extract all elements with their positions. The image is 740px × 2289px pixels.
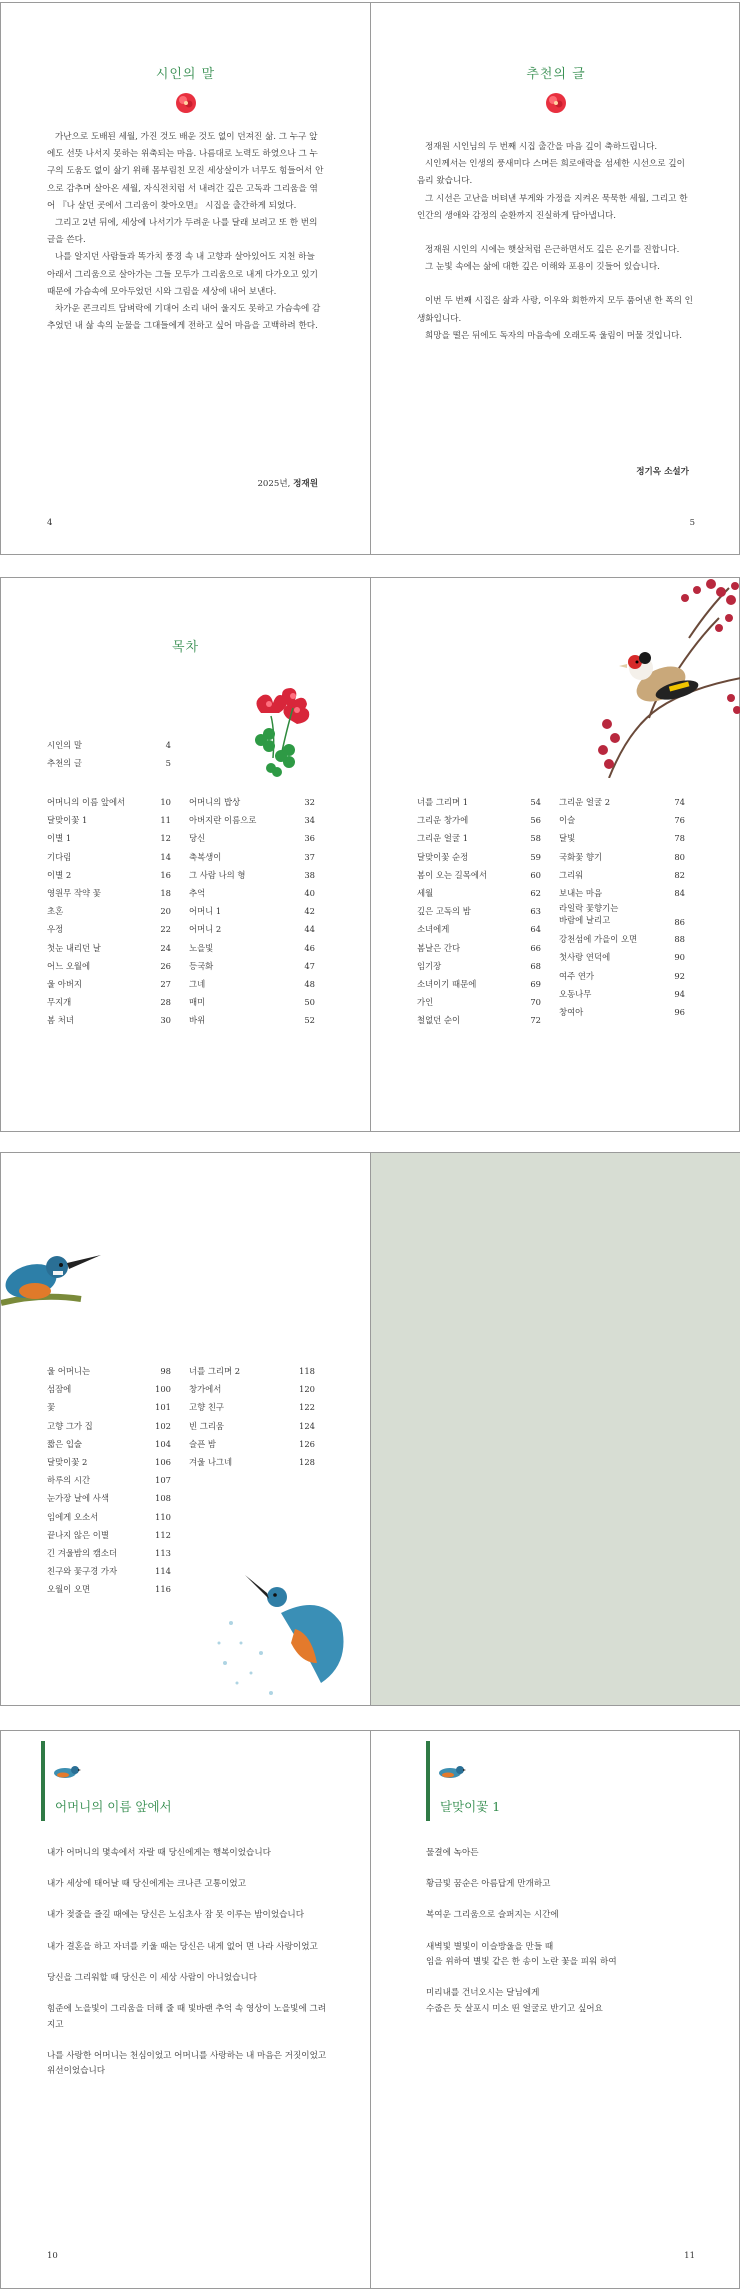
toc-entry-title: 당신: [189, 833, 206, 844]
toc-entry-page: 98: [160, 1366, 171, 1376]
toc-entry-title: 추천의 글: [47, 758, 83, 769]
toc-entry[interactable]: [47, 939, 171, 957]
toc-entry-title: 임에게 오소서: [47, 1511, 99, 1522]
toc-entry[interactable]: [189, 793, 315, 811]
toc-entry-title: 라일락 꽃향기는 바람에 날리고: [559, 903, 619, 926]
toc-entry[interactable]: [417, 866, 541, 884]
page-number: 10: [47, 2251, 58, 2261]
toc-entry-page: 47: [304, 960, 315, 971]
toc-entry-page: 48: [304, 978, 315, 989]
signature: [257, 477, 318, 489]
accent-bar: [41, 1741, 45, 1821]
toc-entry[interactable]: [417, 848, 541, 866]
toc-entry[interactable]: [189, 866, 315, 884]
toc-entry-page: 56: [530, 815, 541, 826]
recommendation-paragraph: 이번 두 번째 시집은 삶과 사랑, 이우와 회한까지 모두 품어낸 한 폭의 인생화입니다.: [417, 296, 693, 324]
toc-entry[interactable]: [189, 884, 315, 902]
toc-entry-title: 어머니 1: [189, 906, 222, 917]
toc-entry[interactable]: [189, 920, 315, 938]
poem-stanza: 새벽빛 별빛이 이슬방울을 만들 때 임을 위하여 별빛 같은 한 송이 노란 꽃을 피워 하여: [426, 1941, 617, 1968]
toc-entry-page: 124: [299, 1420, 315, 1431]
toc-entry[interactable]: [417, 1011, 541, 1029]
toc-entry-page: 82: [674, 869, 685, 880]
toc-entry[interactable]: [47, 829, 171, 847]
recommendation-body: [417, 139, 695, 345]
toc-entry-title: 겨울 나그네: [189, 1456, 233, 1467]
poem-stanza: 미리내를 건너오시는 달님에게 수줍은 듯 살포시 미소 띤 얼굴로 반기고 싶어요: [426, 1988, 603, 2014]
toc-entry-page: 63: [530, 906, 541, 917]
toc-entry-page: 22: [160, 924, 171, 935]
toc-entry[interactable]: [189, 1011, 315, 1029]
toc-entry[interactable]: [47, 1489, 171, 1507]
toc-entry[interactable]: [559, 866, 685, 884]
toc-entry-title: 무지개: [47, 997, 72, 1008]
toc-entry-title: 고향 그가 집: [47, 1420, 93, 1431]
toc-entry[interactable]: [47, 993, 171, 1011]
toc-entry-page: 120: [299, 1384, 315, 1395]
kingfisher-perched-illustration: [1, 1233, 111, 1323]
spread-contents-1: [0, 577, 740, 1132]
toc-entry-page: 38: [304, 869, 315, 880]
toc-entry-page: 72: [530, 1015, 541, 1026]
recommendation-paragraph: 희망을 떨은 뒤에도 독자의 마음속에 오래도록 울림이 머물 것입니다.: [425, 330, 683, 341]
toc-entry[interactable]: [417, 993, 541, 1011]
toc-entry-page: 88: [674, 934, 685, 945]
toc-entry[interactable]: [559, 884, 685, 902]
preface-body: [47, 129, 325, 335]
toc-entry-title: 달빛: [559, 833, 576, 844]
toc-entry[interactable]: [189, 811, 315, 829]
page-title: 추천의 글: [526, 67, 586, 82]
toc-entry-title: 하루의 시간: [47, 1475, 91, 1486]
poem-title: 어머니의 이름 앞에서: [55, 1799, 172, 1814]
toc-entry[interactable]: [559, 811, 685, 829]
toc-entry-page: 74: [674, 797, 685, 807]
toc-entry-page: 16: [160, 869, 171, 880]
toc-entry-page: 60: [530, 869, 541, 880]
kingfisher-diving-illustration: [211, 1553, 361, 1703]
poem-stanza: 힘준에 노을빛이 그리움을 더해 줄 때 빛바랜 추억 속 영상이 노을빛에 그려지고: [47, 2003, 327, 2030]
toc-entry[interactable]: [47, 1417, 171, 1435]
toc-entry-title: 그리운 얼굴 1: [417, 833, 469, 844]
page-number: 5: [689, 518, 695, 528]
toc-entry-page: 76: [674, 815, 685, 826]
toc-entry[interactable]: [559, 967, 685, 985]
toc-entry-title: 철없던 순이: [417, 1015, 461, 1026]
page-title: 시인의 말: [155, 67, 216, 82]
toc-entry-page: 14: [160, 851, 171, 862]
toc-entry[interactable]: [47, 920, 171, 938]
toc-entry[interactable]: [559, 985, 685, 1003]
toc-entry[interactable]: [417, 939, 541, 957]
toc-entry-page: 114: [155, 1566, 171, 1577]
toc-entry-title: 슬픈 밤: [189, 1438, 216, 1449]
toc-entry-page: 40: [304, 887, 315, 898]
toc-entry-title: 첫사랑 연덕에: [559, 952, 611, 963]
recommendation-paragraph: 정재원 시인님의 두 번째 시집 출간을 마음 깊이 축하드립니다.: [425, 142, 658, 152]
toc-entry-title: 봄날은 간다: [417, 942, 461, 953]
toc-entry-page: 26: [160, 960, 171, 971]
flower-ornament-icon: [544, 91, 568, 115]
toc-entry[interactable]: [189, 1417, 315, 1435]
toc-entry-page: 68: [530, 960, 541, 971]
page-blank-panel: [371, 1153, 740, 1705]
toc-entry-page: 5: [165, 758, 171, 769]
toc-entry-title: 눈가장 날에 사색: [47, 1493, 109, 1504]
toc-entry[interactable]: [417, 793, 541, 811]
toc-entry-page: 108: [155, 1493, 171, 1504]
toc-entry[interactable]: [189, 848, 315, 866]
toc-entry-page: 24: [160, 942, 171, 953]
toc-entry-title: 봄이 오는 길목에서: [417, 869, 488, 880]
page-poet-words: [1, 3, 371, 554]
toc-entry-page: 110: [155, 1511, 171, 1522]
toc-entry[interactable]: [47, 866, 171, 884]
toc-entry-page: 46: [304, 942, 315, 953]
toc-entry-title: 임기장: [417, 960, 442, 971]
page-contents-cont: [1, 1153, 371, 1705]
toc-entry-page: 78: [674, 833, 685, 844]
toc-entry-title: 어머니의 이름 앞에서: [47, 797, 126, 807]
toc-entry[interactable]: [47, 736, 171, 754]
toc-entry-page: 122: [299, 1402, 315, 1413]
page-poem-mother: [1, 1731, 371, 2288]
poem-stanza: 황금빛 꿈순은 아름답게 만개하고: [426, 1879, 551, 1890]
toc-entry-page: 52: [304, 1015, 315, 1026]
toc-entry-title: 깊은 고독의 밤: [417, 906, 471, 917]
page-number: 4: [47, 518, 53, 528]
toc-entry-title: 울 아버지: [47, 978, 83, 989]
toc-entry[interactable]: [47, 1011, 171, 1029]
toc-entry-title: 추억: [189, 887, 206, 898]
toc-entry[interactable]: [189, 1435, 315, 1453]
toc-entry[interactable]: [47, 1544, 171, 1562]
toc-entry-page: 104: [155, 1438, 171, 1449]
toc-entry-title: 매미: [189, 997, 206, 1008]
toc-entry-title: 달맞이꽃 1: [47, 815, 88, 826]
poem-stanza: 내가 젖줄을 즐길 때에는 당신은 노심초사 잠 못 이루는 밤이었습니다: [47, 1910, 305, 1921]
toc-entry-title: 첫눈 내리던 날: [47, 942, 101, 953]
toc-entry-title: 봄 처녀: [47, 1015, 74, 1026]
contents-list-part4: [559, 793, 685, 1021]
toc-entry-page: 102: [155, 1420, 171, 1431]
toc-entry-page: 59: [530, 851, 541, 862]
toc-entry[interactable]: [189, 939, 315, 957]
poem-stanza: 내가 결혼을 하고 자녀를 키울 때는 당신은 내게 없어 면 나라 사랑이었고: [47, 1941, 318, 1952]
toc-entry-title: 소녀에게: [417, 924, 450, 935]
toc-entry[interactable]: [189, 1380, 315, 1398]
toc-entry-page: 69: [530, 978, 541, 989]
toc-entry-title: 달맞이꽃 2: [47, 1456, 88, 1467]
toc-entry-page: 64: [530, 924, 541, 935]
toc-entry[interactable]: [559, 902, 685, 930]
toc-entry[interactable]: [559, 829, 685, 847]
toc-entry[interactable]: [189, 1453, 315, 1471]
toc-entry[interactable]: [417, 884, 541, 902]
toc-entry[interactable]: [47, 902, 171, 920]
toc-entry-title: 친구와 꽃구경 가자: [47, 1566, 118, 1577]
toc-entry-page: 116: [155, 1584, 171, 1595]
toc-entry-page: 36: [304, 833, 315, 844]
toc-entry[interactable]: [47, 1471, 171, 1489]
preface-paragraph: 그리고 2년 뒤에, 세상에 나서기가 두려운 나를 달래 보려고 또 한 번의 글을 쓴다.: [47, 218, 318, 246]
toc-entry[interactable]: [189, 829, 315, 847]
recommendation-paragraph: 그 눈빛 속에는 삶에 대한 깊은 이해와 포용이 깃들어 있습니다.: [425, 262, 660, 273]
toc-entry[interactable]: [47, 1380, 171, 1398]
toc-entry-title: 짧은 입술: [47, 1438, 83, 1449]
recommendation-paragraph: 정재원 시인의 시에는 햇살처럼 은근하면서도 깊은 온기를 진합니다.: [425, 245, 680, 256]
toc-entry-title: 가인: [417, 997, 434, 1008]
toc-entry-title: 축복생이: [189, 851, 222, 862]
toc-entry[interactable]: [417, 975, 541, 993]
toc-entry-page: 20: [160, 906, 171, 917]
toc-entry-title: 섬잠에: [47, 1384, 72, 1395]
toc-entry-title: 그네: [189, 978, 206, 989]
page-contents-left: [1, 578, 371, 1131]
toc-entry-page: 37: [304, 851, 315, 862]
toc-entry-title: 아버지란 이름으로: [189, 815, 257, 826]
toc-entry[interactable]: [47, 957, 171, 975]
toc-entry-title: 세월: [417, 887, 434, 898]
signature: 정기옥 소설가: [636, 467, 689, 477]
toc-entry-page: 86: [674, 917, 685, 928]
toc-entry-title: 끝나지 않은 이별: [47, 1529, 109, 1540]
contents-list-part2: [189, 793, 315, 1029]
toc-entry-page: 62: [530, 887, 541, 898]
toc-entry-title: 달맞이꽃 순정: [417, 851, 469, 862]
toc-entry[interactable]: [559, 848, 685, 866]
spread-preface: [0, 2, 740, 555]
toc-entry-page: 58: [530, 833, 541, 844]
toc-entry-title: 고향 친구: [189, 1402, 225, 1413]
toc-entry-title: 어머니 2: [189, 924, 222, 935]
toc-entry[interactable]: [417, 902, 541, 920]
toc-entry[interactable]: [47, 1435, 171, 1453]
toc-entry[interactable]: [417, 811, 541, 829]
poem-title: 달맞이꽃 1: [440, 1799, 501, 1814]
toc-entry-title: 울 어머니는: [47, 1366, 91, 1376]
contents-list-part3: [417, 793, 541, 1029]
toc-entry-page: 90: [674, 952, 685, 963]
contents-list-part5: [47, 1362, 171, 1598]
toc-entry-page: 18: [160, 887, 171, 898]
recommendation-paragraph: 그 시선은 고난을 버텨낸 부게와 가정을 지켜온 묵묵한 세월, 그리고 한 인간의 생애와 감정의 순환까지 진실하게 담아냅니다.: [417, 193, 688, 221]
page-contents-right: [371, 578, 740, 1131]
toc-entry[interactable]: [559, 930, 685, 948]
poem-stanza: 내가 세상에 태어날 때 당신에게는 크나큰 고통이었고: [47, 1879, 247, 1890]
toc-entry-title: 우정: [47, 924, 64, 935]
toc-entry-page: 112: [155, 1529, 171, 1540]
toc-entry[interactable]: [47, 1453, 171, 1471]
toc-entry-title: 오동나무: [559, 988, 592, 999]
toc-entry-page: 126: [299, 1438, 315, 1449]
poem-stanza: 나를 사랑한 어머니는 천심이었고 어머니를 사랑하는 내 마음은 거짓이었고 위선이었습니다: [47, 2050, 327, 2077]
toc-entry-page: 113: [155, 1547, 171, 1558]
toc-entry-title: 그 사람 나의 형: [189, 869, 246, 880]
toc-entry-title: 어머니의 밥상: [189, 797, 241, 807]
toc-entry-page: 10: [160, 797, 171, 807]
toc-entry-title: 그리워: [559, 869, 584, 880]
toc-entry-title: 초혼: [47, 906, 64, 917]
signature-name: 정재원: [293, 479, 318, 489]
toc-entry[interactable]: [47, 848, 171, 866]
toc-entry-page: 4: [165, 740, 171, 750]
page-number: 11: [684, 2251, 695, 2261]
toc-entry[interactable]: [189, 957, 315, 975]
page-recommendation: [371, 3, 740, 554]
toc-entry-title: 너를 그리며 2: [189, 1366, 241, 1376]
toc-entry-page: 50: [304, 997, 315, 1008]
toc-entry[interactable]: [47, 811, 171, 829]
recommendation-paragraph: 시인께서는 인생의 풍새미다 스며든 희로애락을 섬세한 시선으로 깊이 음리 왔습니다.: [417, 159, 685, 187]
toc-entry-page: 92: [674, 970, 685, 981]
contents-list-part6: [189, 1362, 315, 1471]
contents-list-part1: [47, 793, 171, 1029]
toc-entry[interactable]: [47, 1508, 171, 1526]
toc-entry-page: 94: [674, 988, 685, 999]
toc-entry[interactable]: [47, 1562, 171, 1580]
toc-entry-page: 106: [155, 1456, 171, 1467]
toc-entry-page: 101: [155, 1402, 171, 1413]
toc-entry-title: 여주 연가: [559, 970, 595, 981]
toc-entry-title: 이별 2: [47, 869, 72, 880]
poem-stanza: 복여운 그리움으로 슬퍼지는 시간에: [426, 1910, 559, 1921]
toc-entry[interactable]: [47, 1526, 171, 1544]
toc-entry-title: 강천섬에 가을이 오면: [559, 934, 638, 945]
toc-entry-title: 어느 오월에: [47, 960, 91, 971]
toc-entry-title: 바위: [189, 1015, 206, 1026]
toc-entry-page: 11: [160, 815, 171, 826]
page-poem-evening-primrose: [371, 1731, 740, 2288]
poem-body: [426, 1846, 696, 2033]
toc-entry-title: 이슬: [559, 815, 576, 826]
toc-entry-title: 그리운 얼굴 2: [559, 797, 611, 807]
toc-entry-title: 영원무 작약 꽃: [47, 887, 101, 898]
poem-stanza: 내가 어머니의 몇속에서 자랄 때 당신에게는 행복이었습니다: [47, 1848, 271, 1858]
toc-entry-page: 107: [155, 1475, 171, 1486]
bird-ornament-icon: [51, 1763, 81, 1781]
toc-entry-page: 96: [674, 1006, 685, 1017]
toc-entry-page: 128: [299, 1456, 315, 1467]
toc-entry-title: 창가에서: [189, 1384, 222, 1395]
toc-entry-title: 기다림: [47, 851, 72, 862]
toc-entry-title: 그리운 창가에: [417, 815, 469, 826]
toc-entry[interactable]: [47, 793, 171, 811]
toc-entry-title: 꽃: [47, 1402, 56, 1413]
toc-entry-page: 100: [155, 1384, 171, 1395]
spread-contents-2: [0, 1152, 740, 1706]
toc-entry-title: 오월이 오면: [47, 1584, 91, 1595]
toc-entry-page: 44: [304, 924, 315, 935]
toc-entry-page: 12: [160, 833, 171, 844]
toc-entry-title: 국화꽃 향기: [559, 851, 603, 862]
toc-entry-page: 80: [674, 851, 685, 862]
toc-entry[interactable]: [47, 1580, 171, 1598]
toc-entry[interactable]: [189, 993, 315, 1011]
toc-entry[interactable]: [47, 884, 171, 902]
toc-entry-page: 84: [674, 887, 685, 898]
toc-entry-page: 28: [160, 997, 171, 1008]
goldfinch-rowan-illustration: [589, 578, 740, 778]
contents-title: 목차: [171, 640, 200, 655]
toc-entry-title: 창여아: [559, 1006, 584, 1017]
toc-entry-title: 소녀이기 때문에: [417, 978, 477, 989]
toc-entry[interactable]: [47, 1362, 171, 1380]
toc-entry-page: 30: [160, 1015, 171, 1026]
preface-paragraph: 나를 알지던 사람들과 똑가치 풍경 속 내 고향과 살아있어도 지천 하늘 아래서 그리움으로 살아가는 그들 모두가 그리움으로 내게 다가오고 있기 때문에 가슴속에 모아두었던 시와 그림을 세상에 내어 보낸다.: [47, 252, 318, 297]
toc-entry[interactable]: [47, 975, 171, 993]
poem-stanza: 물결에 녹아든: [426, 1848, 479, 1858]
toc-entry-page: 54: [530, 797, 541, 807]
toc-entry-title: 보내는 마음: [559, 887, 603, 898]
toc-entry-title: 등국화: [189, 960, 214, 971]
toc-entry-title: 빈 그리움: [189, 1420, 225, 1431]
accent-bar: [426, 1741, 430, 1821]
toc-entry[interactable]: [47, 754, 171, 772]
toc-entry-page: 118: [299, 1366, 315, 1376]
toc-entry[interactable]: [189, 1362, 315, 1380]
toc-entry-page: 27: [160, 978, 171, 989]
spread-poems: [0, 1730, 740, 2289]
toc-entry[interactable]: [47, 1398, 171, 1416]
preface-paragraph: 가난으로 도배된 세월, 가진 것도 배운 것도 없이 던져진 삶. 그 누구 앞에도 선뜻 나서지 못하는 위축되는 마음. 나름대로 노력도 하였으나 그 누구의 도움도 없이 삶기 위해 몸부림친 모진 세상살이가 너무도 힘들어서 안으로 감추며 살아온 세월, 자식전치럼 서 내려간 깊은 고독과 그리움을 엮어 『나 살던 곳에서 그리움이 찾아오면』 시집을 출간하게 되었다.: [47, 132, 324, 211]
toc-entry-page: 70: [530, 997, 541, 1008]
toc-entry[interactable]: [559, 1003, 685, 1021]
toc-entry[interactable]: [189, 1398, 315, 1416]
red-flower-clover-illustration: [241, 688, 321, 778]
toc-entry-title: 시인의 말: [47, 740, 83, 750]
toc-entry[interactable]: [189, 902, 315, 920]
toc-entry-page: 42: [304, 906, 315, 917]
poem-stanza: 당신을 그리워할 때 당신은 이 세상 사람이 아니었습니다: [47, 1972, 258, 1983]
signature-year: 2025년,: [257, 479, 291, 489]
toc-entry[interactable]: [417, 957, 541, 975]
toc-entry-page: 32: [304, 797, 315, 807]
toc-entry-page: 66: [530, 942, 541, 953]
toc-entry-title: 긴 겨울밤의 캠소더: [47, 1547, 118, 1558]
toc-entry[interactable]: [559, 948, 685, 966]
toc-entry-title: 너를 그리며 1: [417, 797, 469, 807]
flower-ornament-icon: [174, 91, 198, 115]
toc-entry-title: 노을빛: [189, 942, 214, 953]
poem-body: [47, 1846, 327, 2096]
toc-entry[interactable]: [559, 793, 685, 811]
contents-list-front: [47, 736, 171, 772]
bird-ornament-icon: [436, 1763, 466, 1781]
preface-paragraph: 차가운 콘크리트 담벼락에 기대어 소리 내어 울지도 못하고 가슴속에 감추었던 내 삶 속의 눈물을 그대들에게 전하고 싶어 마음을 고백하려 한다.: [47, 304, 321, 332]
toc-entry[interactable]: [417, 829, 541, 847]
toc-entry[interactable]: [189, 975, 315, 993]
toc-entry[interactable]: [417, 920, 541, 938]
toc-entry-page: 34: [304, 815, 315, 826]
toc-entry-title: 이별 1: [47, 833, 72, 844]
